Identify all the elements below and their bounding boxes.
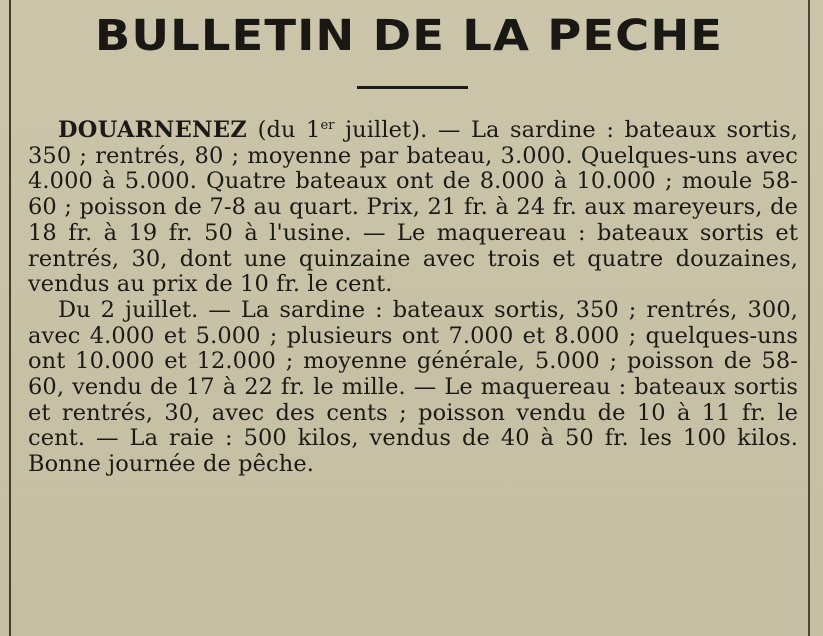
article-body [28,118,798,478]
paragraph-douarnenez-1 [28,118,798,298]
paragraph-douarnenez-2 [28,298,798,478]
headline: BULLETIN DE LA PECHE [94,11,724,61]
paragraph-1-text: juillet). — La sardine : bateaux sortis, 350 ; rentrés, 80 ; moyenne par bateau, 3.000. Quelques-uns avec 4.000 à 5.000. Quatre bateaux ont de 8.000 à 10.000 ; moule 58-60 ; poisson de 7-8 au quart. Prix, 21 fr. à 24 fr. aux mareyeurs, de 18 fr. à 19 fr. 50 à l'usine. — Le maquereau : bateaux sortis et rentrés, 30, dont une quinzaine avec trois et quatre douzaines, vendus au prix de 10 fr. le cent. [28,117,798,298]
date-prefix: (du 1 [247,117,321,143]
place-name: DOUARNENEZ [58,117,248,143]
column-rule-right [808,0,810,636]
date-superscript: er [320,118,335,133]
paragraph-2-text: Du 2 juillet. — La sardine : bateaux sortis, 350 ; rentrés, 300, avec 4.000 et 5.000 ; plusieurs ont 7.000 et 8.000 ; quelques-uns ont 10.000 et 12.000 ; moyenne générale, 5.000 ; poisson de 58-60, vendu de 17 à 22 fr. le mille. — Le maquereau : bateaux sortis et rentrés, 30, avec des cents ; poisson vendu de 10 à 11 fr. le cent. — La raie : 500 kilos, vendus de 40 à 50 fr. les 100 kilos. Bonne journée de pêche. [28,296,798,478]
column-rule-left [9,0,11,636]
title-divider [357,86,468,89]
